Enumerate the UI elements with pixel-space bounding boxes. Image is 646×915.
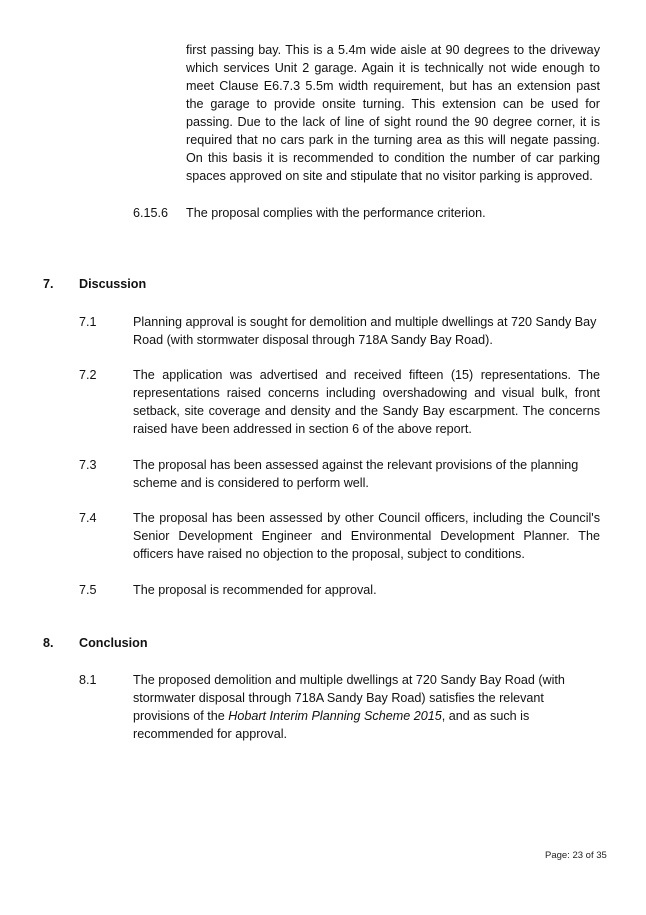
item-text-7-4: The proposal has been assessed by other Council officers, including the Council's Senior Development Engineer and Environmental Development Planner. The officers have raised no objection to the proposal, subject to conditions.	[133, 511, 600, 561]
item-number-6-15-6: 6.15.6	[133, 206, 169, 220]
item-text-7-5: The proposal is recommended for approval.	[133, 583, 377, 597]
item-text-7-3: The proposal has been assessed against the relevant provisions of the planning scheme and is considered to perform well.	[133, 458, 579, 490]
section-7-number: 7.	[43, 277, 54, 291]
item-text-7-2: The application was advertised and received fifteen (15) representations. The representations raised concerns including overshadowing and visual bulk, front setback, site coverage and density and the Sandy Bay escarpment. The concerns raised have been addressed in section 6 of the above report.	[133, 368, 600, 436]
page-number: Page: 23 of 35	[545, 850, 607, 861]
item-number-7-5: 7.5	[79, 583, 97, 597]
scheme-name-italic: Hobart Interim Planning Scheme 2015	[228, 709, 442, 723]
item-text-6-15-6: The proposal complies with the performance criterion.	[186, 206, 486, 220]
item-text-8-1-after: , and as such is recommended for approval.	[133, 709, 530, 741]
continuation-paragraph: first passing bay. This is a 5.4m wide aisle at 90 degrees to the driveway which services Unit 2 garage. Again it is technically not wide enough to meet Clause E6.7.3 5.5m width requirement, but has an extension past the garage to provide onsite turning. This extension can be used for passing. Due to the lack of line of sight round the 90 degree corner, it is required that no cars park in the turning area as this will negate passing. On this basis it is recommended to condition the number of car parking spaces approved on site and stipulate that no visitor parking is approved.	[186, 43, 600, 183]
item-number-7-4: 7.4	[79, 511, 97, 525]
item-text-8-1-before: The proposed demolition and multiple dwellings at 720 Sandy Bay Road (with stormwater disposal through 718A Sandy Bay Road) satisfies the relevant provisions of the	[133, 673, 565, 723]
item-number-7-3: 7.3	[79, 458, 97, 472]
section-7-title: Discussion	[79, 277, 147, 291]
item-text-8-1	[133, 671, 573, 743]
item-number-7-2: 7.2	[79, 368, 97, 382]
item-number-8-1: 8.1	[79, 673, 97, 687]
section-8-number: 8.	[43, 636, 54, 650]
section-8-title: Conclusion	[79, 636, 148, 650]
item-number-7-1: 7.1	[79, 315, 97, 329]
item-text-7-1: Planning approval is sought for demolition and multiple dwellings at 720 Sandy Bay Road (with stormwater disposal through 718A Sandy Bay Road).	[133, 315, 597, 347]
